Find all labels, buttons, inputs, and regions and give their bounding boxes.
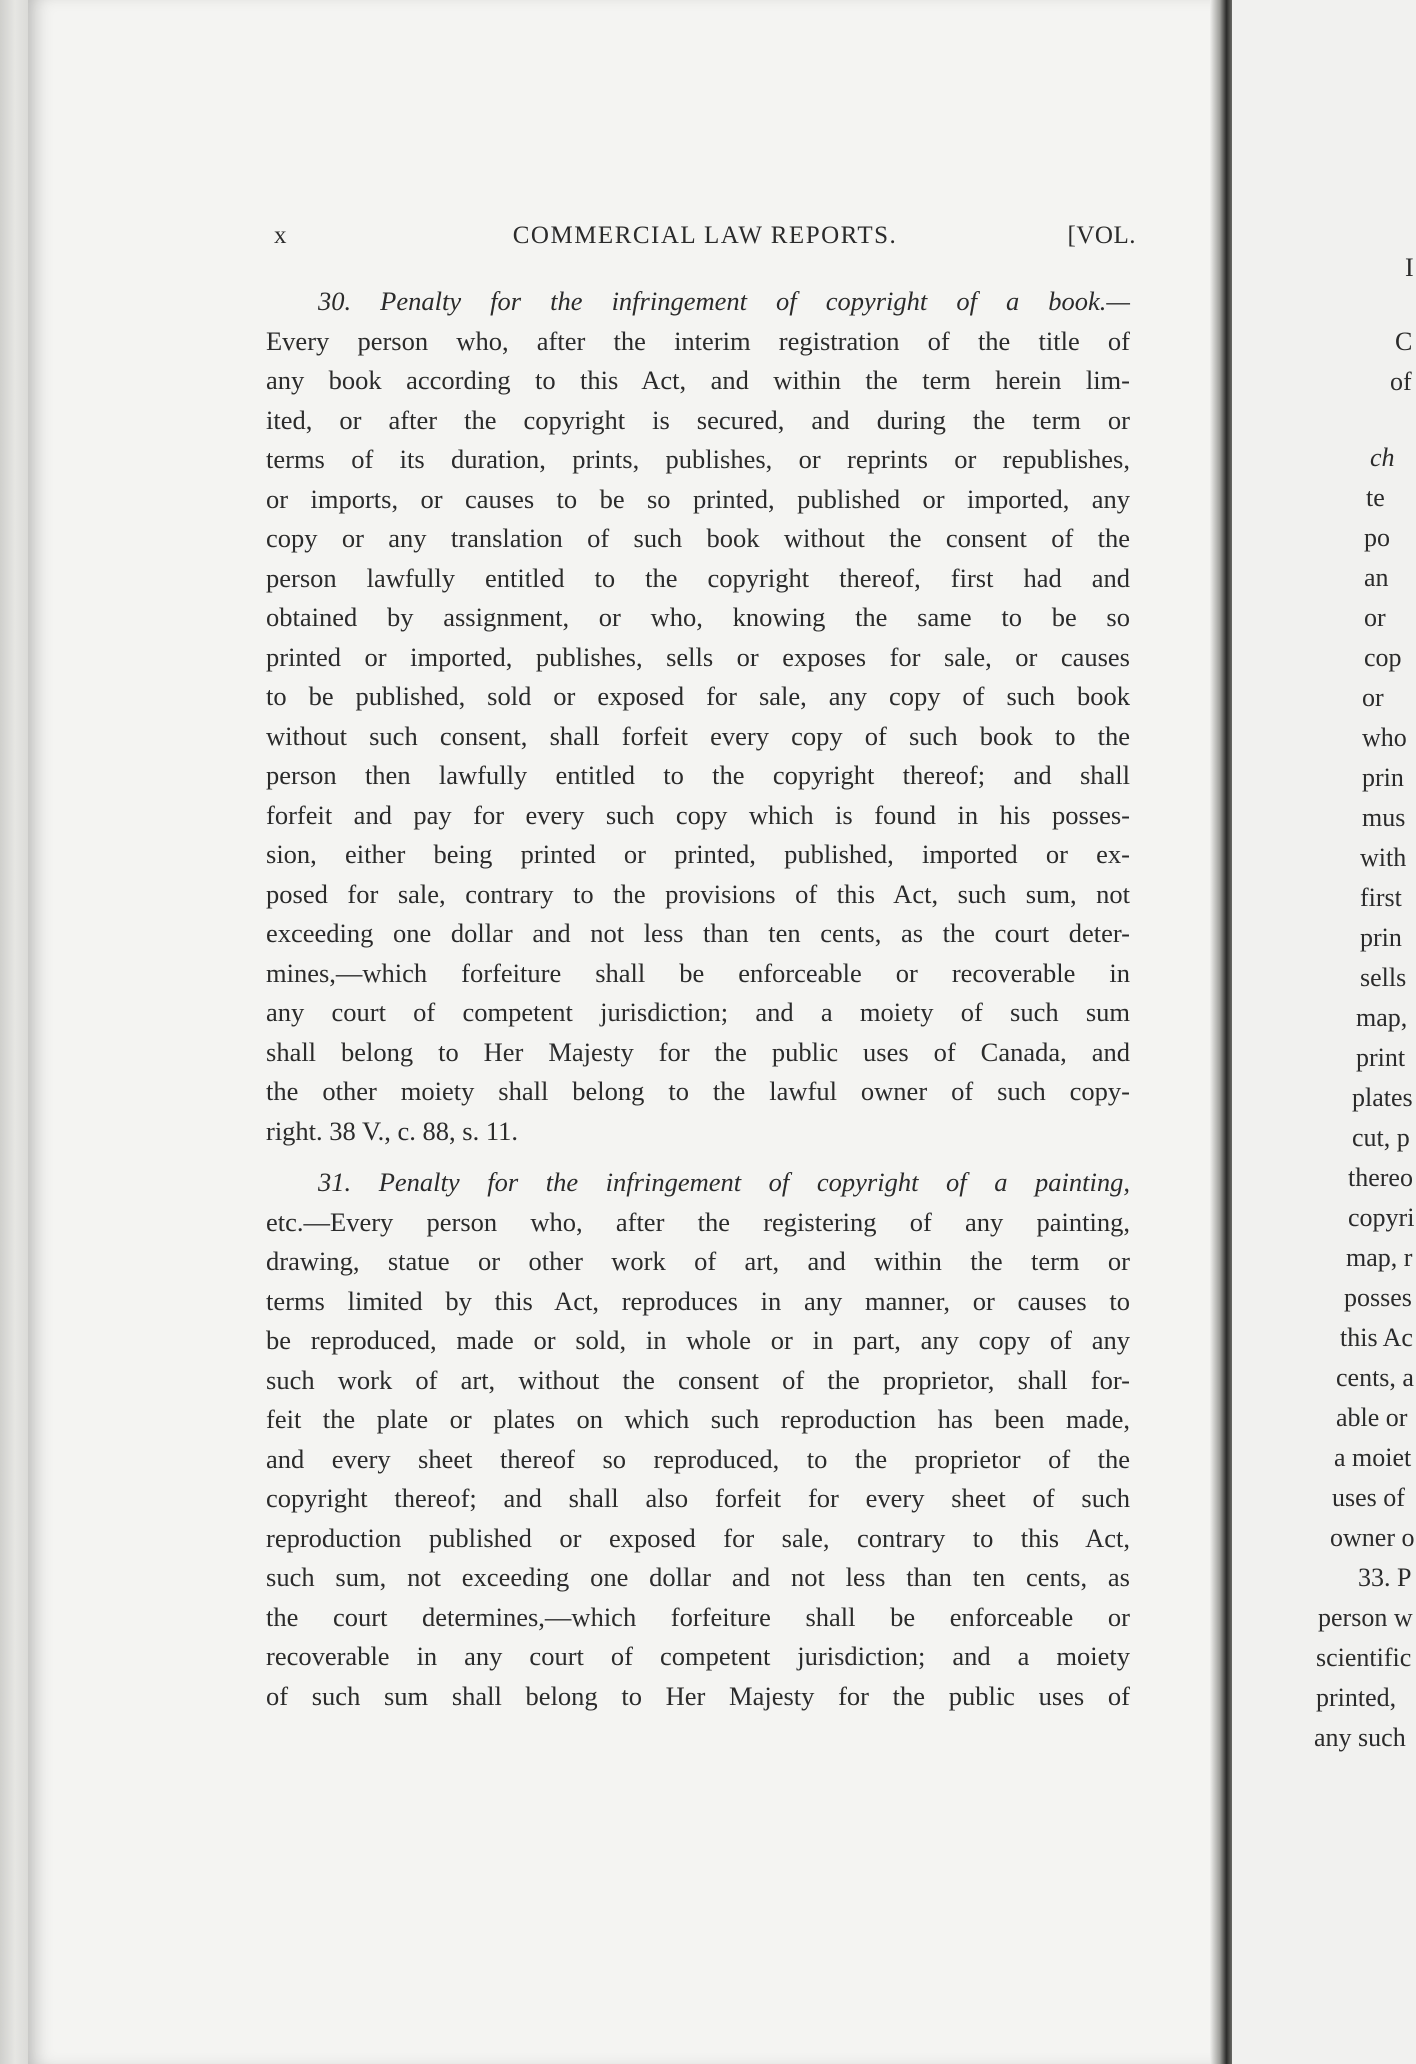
section-30-line: person then lawfully entitled to the copyright thereof; and shall [266, 760, 1130, 790]
section-30-heading [266, 282, 1130, 322]
section-31-heading [266, 1163, 1130, 1203]
right-page-fragment: this Ac [1340, 1323, 1413, 1352]
section-30-line: posed for sale, contrary to the provisions of this Act, such sum, not [266, 878, 1130, 909]
right-page-fragment: C [1395, 327, 1413, 356]
section-30-heading-text: 30. Penalty for the infringement of copyright of a book.— [318, 286, 1130, 316]
section-31-line: the court determines,—which forfeiture shall be enforceable or [266, 1601, 1130, 1632]
section-30-line: forfeit and pay for every such copy which is found in his posses- [266, 799, 1130, 830]
section-31-line: reproduction published or exposed for sale, contrary to this Act, [266, 1522, 1130, 1553]
section-30 [266, 282, 1130, 1151]
right-page-fragment: mus [1362, 803, 1406, 832]
volume-label: [VOL. [1067, 222, 1136, 249]
right-page-fragment: cut, p [1352, 1123, 1410, 1152]
section-30-line: any court of competent jurisdiction; and a moiety of such sum [266, 997, 1130, 1027]
right-page-fragment: scientific [1316, 1643, 1412, 1672]
section-31-heading-text: 31. Penalty for the infringement of copyright of a painting, [318, 1167, 1130, 1197]
section-31-line: be reproduced, made or sold, in whole or in part, any copy of any [266, 1325, 1130, 1355]
right-page-fragment: who [1362, 723, 1407, 752]
right-page-fragment: first [1360, 883, 1402, 912]
section-30-line: or imports, or causes to be so printed, published or imported, any [266, 483, 1130, 514]
section-31-line: such sum, not exceeding one dollar and not less than ten cents, as [266, 1562, 1130, 1592]
right-page-fragment: prin [1362, 763, 1404, 792]
right-page-fragment: map, [1356, 1003, 1408, 1032]
section-31-line: copyright thereof; and shall also forfeit for every sheet of such [266, 1483, 1130, 1513]
section-30-line: obtained by assignment, or who, knowing the same to be so [266, 602, 1130, 632]
right-page-fragment: sells [1360, 963, 1407, 992]
right-page-fragment: thereo [1348, 1163, 1413, 1192]
running-title: COMMERCIAL LAW REPORTS. [512, 222, 898, 249]
right-page-fragment: printed, [1316, 1683, 1397, 1712]
section-30-line: terms of its duration, prints, publishes, or reprints or republishes, [266, 444, 1130, 474]
running-head [274, 222, 1136, 262]
right-page-fragment: print [1356, 1043, 1406, 1072]
section-30-line: copy or any translation of such book without the consent of the [266, 523, 1130, 553]
right-page-fragment: any such [1314, 1723, 1406, 1752]
right-page-fragment: owner o [1330, 1523, 1415, 1552]
section-30-line: mines,—which forfeiture shall be enforceable or recoverable in [266, 957, 1130, 988]
section-30-line: to be published, sold or exposed for sale, any copy of such book [266, 681, 1130, 711]
section-30-line: any book according to this Act, and within the term herein lim- [266, 365, 1130, 395]
section-30-line: sion, either being printed or printed, published, imported or ex- [266, 839, 1130, 869]
right-page-fragment: plates [1352, 1083, 1413, 1112]
section-31 [266, 1163, 1130, 1716]
section-30-line: exceeding one dollar and not less than ten cents, as the court deter- [266, 918, 1130, 948]
right-page-fragment: with [1360, 843, 1407, 872]
right-page-fragment: a moiet [1334, 1443, 1412, 1472]
right-page-fragment: an [1364, 563, 1389, 592]
right-page-fragment: copyri [1348, 1203, 1415, 1232]
section-31-line: recoverable in any court of competent jurisdiction; and a moiety [266, 1641, 1130, 1671]
section-30-line: shall belong to Her Majesty for the public uses of Canada, and [266, 1036, 1130, 1067]
right-page-fragment: 33. P [1358, 1563, 1412, 1592]
section-31-line: and every sheet thereof so reproduced, to the proprietor of the [266, 1443, 1130, 1474]
page-folio: x [274, 222, 287, 249]
section-31-line: of such sum shall belong to Her Majesty for the public uses of [266, 1680, 1130, 1711]
right-page-fragment: te [1366, 483, 1385, 512]
right-page-fragment: uses of [1332, 1483, 1405, 1512]
right-page-fragment: of [1390, 367, 1412, 396]
right-page-fragment: po [1364, 523, 1390, 552]
right-page-fragment: prin [1360, 923, 1402, 952]
section-30-line: printed or imported, publishes, sells or exposes for sale, or causes [266, 641, 1130, 672]
right-page-fragment: cop [1364, 643, 1402, 672]
section-30-line: ited, or after the copyright is secured, and during the term or [266, 404, 1130, 435]
right-page-fragment: posses [1344, 1283, 1412, 1312]
right-page-fragment: person w [1318, 1603, 1413, 1632]
book-edge [0, 0, 30, 2064]
right-page-fragment: able or [1336, 1403, 1408, 1432]
section-30-line: the other moiety shall belong to the lawful owner of such copy- [266, 1076, 1130, 1106]
page-body [266, 282, 1130, 1716]
right-page-fragment: or [1362, 683, 1384, 712]
book-gutter [1210, 0, 1232, 2064]
section-30-line: Every person who, after the interim registration of the title of [266, 325, 1130, 356]
section-31-line: drawing, statue or other work of art, and within the term or [266, 1246, 1130, 1276]
right-page-fragment: cents, a [1336, 1363, 1414, 1392]
section-31-line: feit the plate or plates on which such reproduction has been made, [266, 1404, 1130, 1434]
section-30-citation: right. 38 V., c. 88, s. 11. [266, 1115, 519, 1146]
right-page-fragment: ch [1370, 443, 1395, 472]
section-30-line: without such consent, shall forfeit every copy of such book to the [266, 720, 1130, 751]
section-30-line: person lawfully entitled to the copyright thereof, first had and [266, 562, 1130, 593]
right-page-fragment: I [1405, 253, 1414, 282]
section-31-line: terms limited by this Act, reproduces in any manner, or causes to [266, 1285, 1130, 1316]
section-31-line: such work of art, without the consent of the proprietor, shall for- [266, 1364, 1130, 1395]
section-31-line: etc.—Every person who, after the registering of any painting, [266, 1206, 1130, 1237]
right-page-fragment: or [1364, 603, 1386, 632]
right-page-fragment: map, r [1346, 1243, 1413, 1272]
